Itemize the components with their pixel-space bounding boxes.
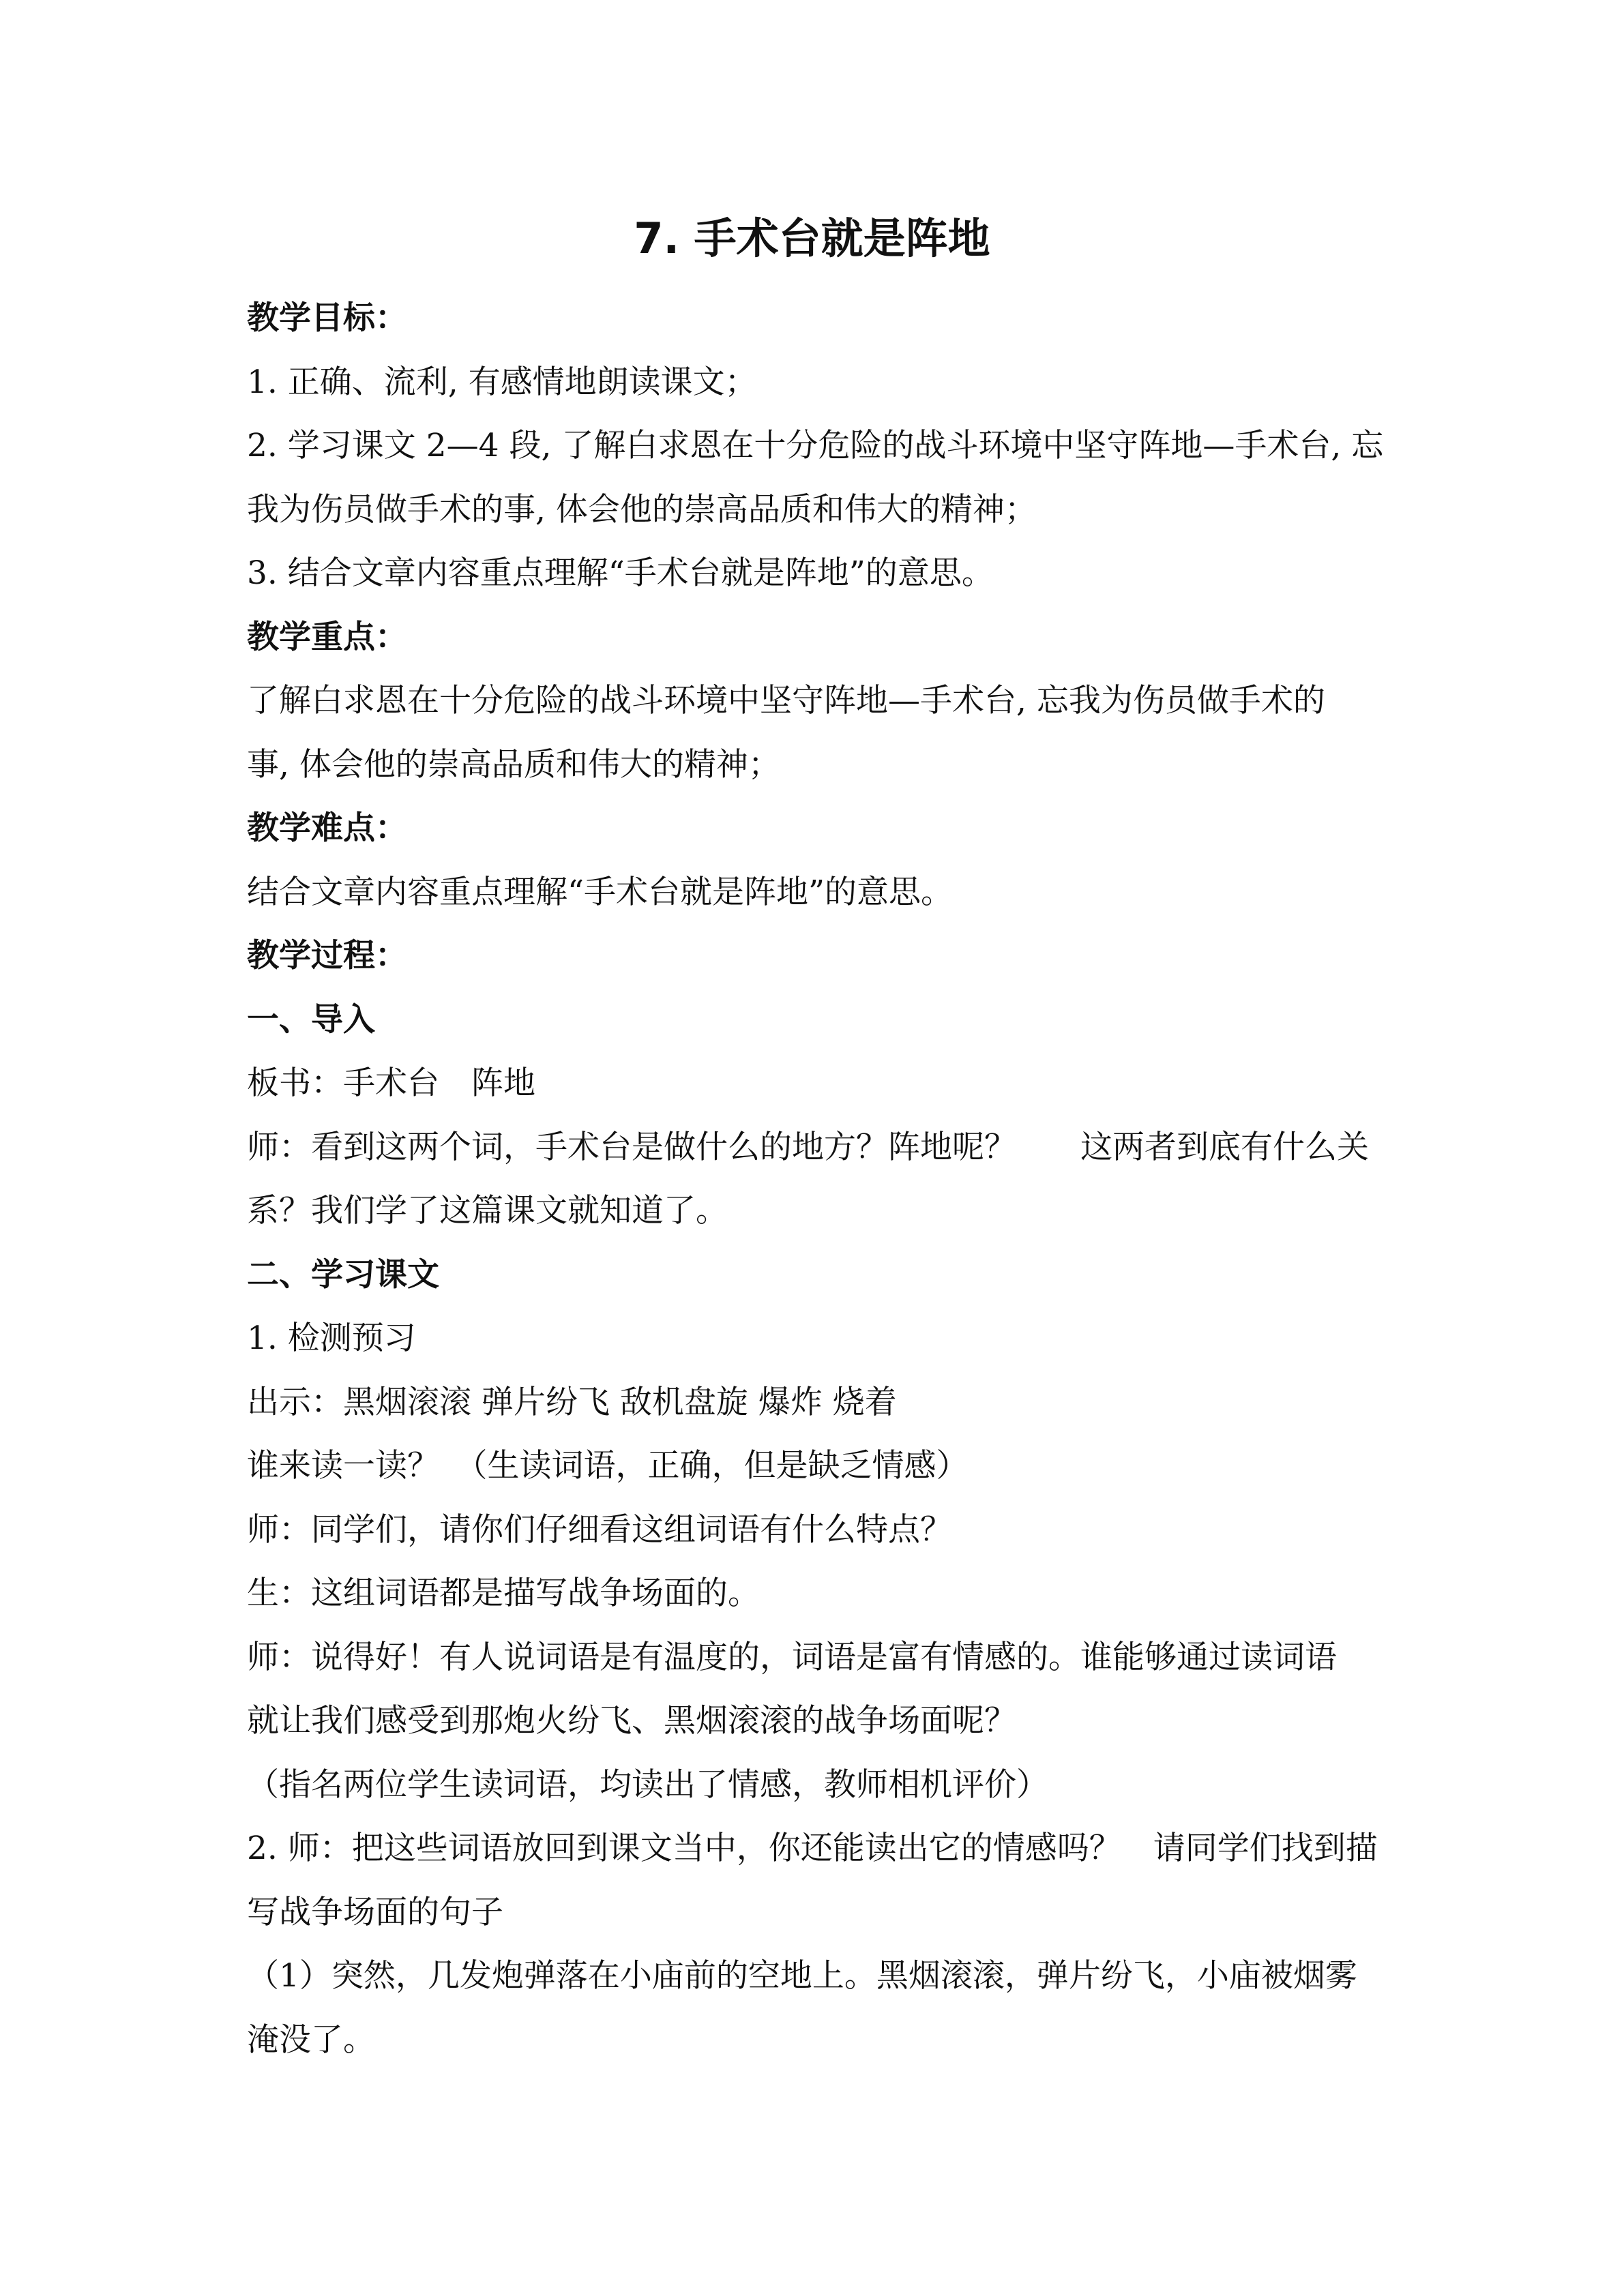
text-line: 师：说得好！有人说词语是有温度的，词语是富有情感的。谁能够通过读词语 [247, 1638, 1337, 1676]
text-line: 师：看到这两个词，手术台是做什么的地方？阵地呢？ 这两者到底有什么关 [247, 1128, 1369, 1166]
section-heading-objectives: 教学目标： [247, 299, 407, 337]
section-heading-intro: 一、导入 [247, 1000, 375, 1039]
section-heading-study-text: 二、学习课文 [247, 1255, 439, 1294]
text-line: 生：这组词语都是描写战争场面的。 [247, 1575, 760, 1612]
text-line: 结合文章内容重点理解“手术台就是阵地”的意思。 [247, 873, 954, 911]
text-line: 出示：黑烟滚滚 弹片纷飞 敌机盘旋 爆炸 烧着 [247, 1383, 897, 1421]
text-line: 师：同学们，请你们仔细看这组词语有什么特点？ [247, 1510, 952, 1549]
text-line: 2. 学习课文 2—4 段, 了解白求恩在十分危险的战斗环境中坚守阵地—手术台, 忘 [247, 427, 1384, 464]
text-line: 谁来读一读？ （生读词语，正确，但是缺乏情感） [247, 1447, 969, 1485]
text-line: 系？我们学了这篇课文就知道了。 [247, 1192, 728, 1229]
text-line: 了解白求恩在十分危险的战斗环境中坚守阵地—手术台, 忘我为伤员做手术的 [247, 682, 1325, 719]
text-line: 写战争场面的句子 [247, 1893, 503, 1931]
text-line: 3. 结合文章内容重点理解“手术台就是阵地”的意思。 [247, 554, 994, 592]
text-line: 2. 师：把这些词语放回到课文当中，你还能读出它的情感吗？ 请同学们找到描 [247, 1830, 1378, 1867]
text-line: 淹没了。 [247, 2021, 375, 2059]
text-line: 板书：手术台 阵地 [247, 1064, 535, 1102]
text-line: （1）突然，几发炮弹落在小庙前的空地上。黑烟滚滚，弹片纷飞，小庙被烟雾 [247, 1957, 1357, 1995]
text-line: 1. 正确、流利, 有感情地朗读课文； [247, 363, 757, 401]
text-line: 1. 检测预习 [247, 1320, 416, 1357]
text-line: 我为伤员做手术的事, 体会他的崇高品质和伟大的精神； [247, 490, 1037, 528]
page-title: 7. 手术台就是阵地 [634, 213, 990, 263]
section-heading-key-points: 教学重点： [247, 618, 407, 656]
section-heading-process: 教学过程： [247, 937, 407, 974]
text-line: 就让我们感受到那炮火纷飞、黑烟滚滚的战争场面呢？ [247, 1702, 1016, 1740]
text-line: 事, 体会他的崇高品质和伟大的精神； [247, 745, 780, 784]
text-line: （指名两位学生读词语，均读出了情感，教师相机评价） [247, 1765, 1048, 1804]
document-body [247, 286, 1386, 2072]
section-heading-difficulties: 教学难点： [247, 809, 407, 847]
